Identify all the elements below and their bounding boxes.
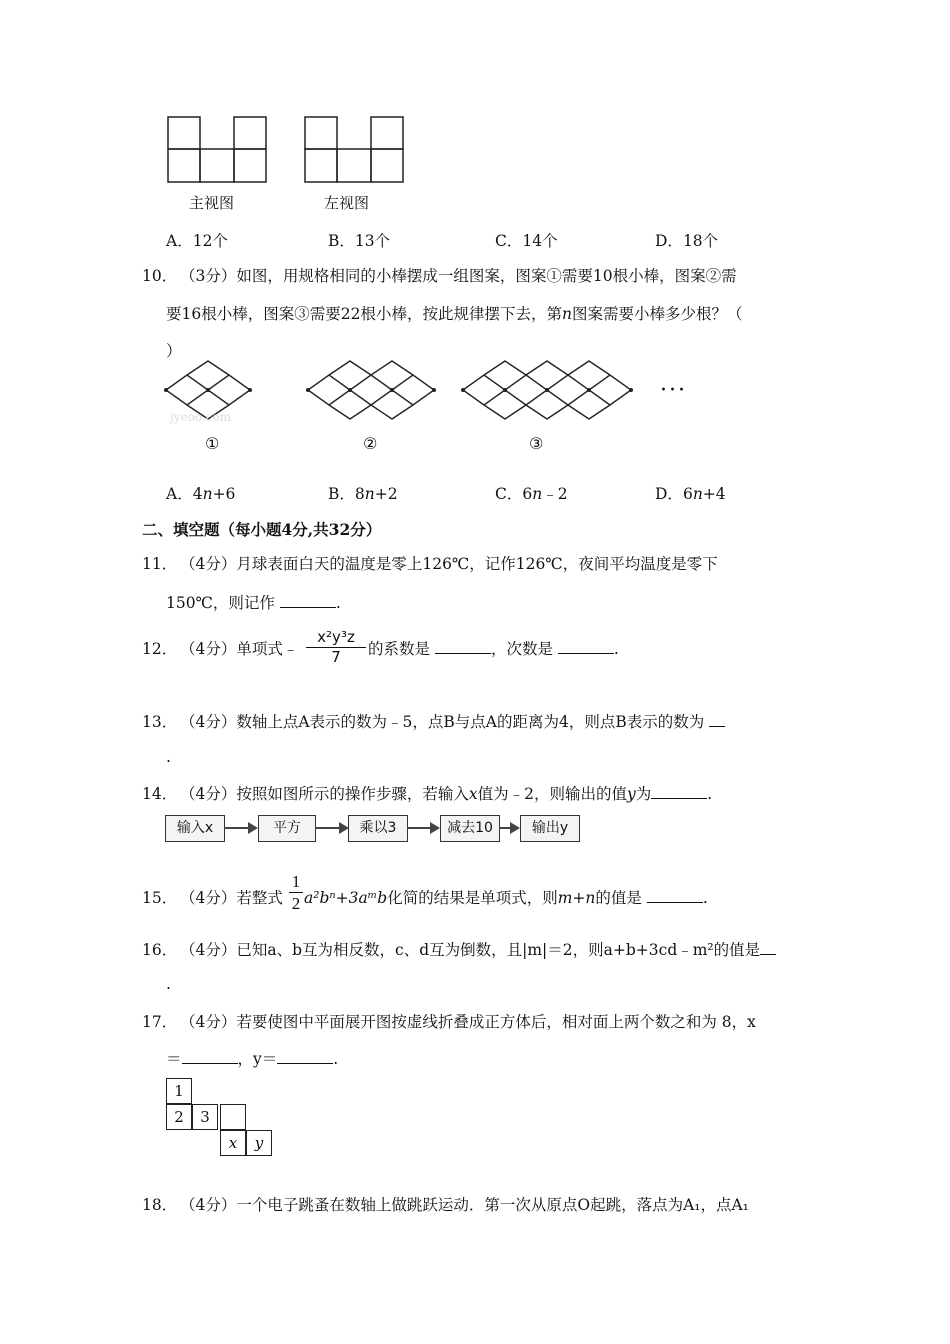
q11-line2: 150℃，则记作 . xyxy=(166,594,341,612)
q9-option-d: D．18个 xyxy=(655,232,719,250)
q17-blank-y[interactable] xyxy=(277,1049,333,1064)
q18-text: （4分）一个电子跳蚤在数轴上做跳跃运动．第一次从原点O起跳，落点为A₁，点A₁ xyxy=(180,1196,749,1214)
q17-line2: ＝ ，y＝ . xyxy=(166,1050,339,1068)
q9-option-b: B．13个 xyxy=(328,232,391,250)
q13-blank[interactable] xyxy=(709,712,725,727)
q10-watermark: jyeoo.com xyxy=(170,410,231,424)
q12-fraction xyxy=(306,628,366,666)
q14-number: 14． xyxy=(142,785,178,803)
q17-line1: （4分）若要使图中平面展开图按虚线折叠成正方体后，相对面上两个数之和为 8，x xyxy=(180,1013,756,1031)
main-view-label: 主视图 xyxy=(189,194,235,212)
q10-option-b: B．8n+2 xyxy=(328,485,398,503)
q10-option-d: D．6n+4 xyxy=(655,485,726,503)
q13-end: . xyxy=(166,748,171,766)
q13-number: 13． xyxy=(142,713,178,731)
flow-step-subtract: 减去10 xyxy=(440,815,500,842)
q10-option-a: A．4n+6 xyxy=(166,485,236,503)
q12-number: 12． xyxy=(142,640,178,658)
q12-numerator: x²y³z xyxy=(306,628,366,648)
q10-ellipsis: ··· xyxy=(660,378,687,403)
q13-text: （4分）数轴上点A表示的数为﹣5，点B与点A的距离为4，则点B表示的数为 xyxy=(180,710,725,732)
q10-option-c: C．6n﹣2 xyxy=(495,485,568,503)
section-2-title: 二、填空题（每小题4分,共32分） xyxy=(142,520,382,539)
q10-label-2: ② xyxy=(363,434,378,453)
q11-number: 11． xyxy=(142,555,178,573)
q15-prefix: （4分）若整式 xyxy=(180,889,283,907)
q10-patterns xyxy=(160,360,720,420)
q15-frac-num: 1 xyxy=(289,872,303,893)
q15-number: 15． xyxy=(142,889,178,907)
q11-blank[interactable] xyxy=(280,593,336,608)
q12-blank-1[interactable] xyxy=(435,639,491,654)
q18-number: 18． xyxy=(142,1196,178,1214)
q16-text: （4分）已知a、b互为相反数，c、d互为倒数，且|m|＝2，则a+b+3cd﹣m²的值是 xyxy=(180,938,776,960)
q10-number: 10． xyxy=(142,267,178,285)
q12-rest: 的系数是 ，次数是 . xyxy=(368,640,619,658)
flow-arrow-2 xyxy=(315,827,341,829)
flow-step-square: 平方 xyxy=(258,815,316,842)
views-figure xyxy=(160,110,420,190)
q12-blank-2[interactable] xyxy=(558,639,614,654)
flow-arrow-1 xyxy=(224,827,250,829)
q10-label-1: ① xyxy=(205,434,220,453)
q10-line1: （3分）如图，用规格相同的小棒摆成一组图案，图案①需要10根小棒，图案②需 xyxy=(180,267,737,285)
q9-option-c: C．14个 xyxy=(495,232,558,250)
flow-step-input: 输入x xyxy=(165,815,225,842)
q10-line3: ） xyxy=(166,342,182,360)
net-cell-1: 1 xyxy=(166,1078,192,1104)
net-cell-3: 3 xyxy=(192,1104,218,1130)
q17-blank-x[interactable] xyxy=(182,1049,238,1064)
left-view-drawing xyxy=(305,117,403,182)
q12-prefix: （4分）单项式﹣ xyxy=(180,640,299,658)
q15-fraction xyxy=(289,872,303,915)
q14-text: （4分）按照如图所示的操作步骤，若输入x值为﹣2，则输出的值y为 . xyxy=(180,785,713,803)
q17-number: 17． xyxy=(142,1013,178,1031)
net-cell-y: y xyxy=(246,1130,272,1156)
q14-blank[interactable] xyxy=(651,784,707,799)
q16-end: . xyxy=(166,975,171,993)
q15-frac-den: 2 xyxy=(291,894,301,913)
q12-denominator: 7 xyxy=(331,648,341,666)
flow-step-multiply: 乘以3 xyxy=(348,815,408,842)
flow-step-output: 输出y xyxy=(520,815,580,842)
q11-line1: （4分）月球表面白天的温度是零上126℃，记作126℃，夜间平均温度是零下 xyxy=(180,555,718,573)
q15-blank[interactable] xyxy=(647,888,703,903)
left-view-label: 左视图 xyxy=(324,194,370,212)
q16-number: 16． xyxy=(142,941,178,959)
q9-option-a: A．12个 xyxy=(166,232,228,250)
q16-blank[interactable] xyxy=(760,940,776,955)
q10-line2: 要16根小棒，图案③需要22根小棒，按此规律摆下去，第n图案需要小棒多少根？（ xyxy=(166,305,743,323)
net-cell-empty xyxy=(220,1104,246,1130)
main-view-drawing xyxy=(168,117,266,182)
net-cell-2: 2 xyxy=(166,1104,192,1130)
net-cell-x: x xyxy=(220,1130,246,1156)
q10-label-3: ③ xyxy=(529,434,544,453)
q15-rest: a²bⁿ+3aᵐb化简的结果是单项式，则m+n的值是 . xyxy=(304,889,708,907)
flow-arrow-3 xyxy=(407,827,432,829)
pattern-2 xyxy=(308,361,434,419)
